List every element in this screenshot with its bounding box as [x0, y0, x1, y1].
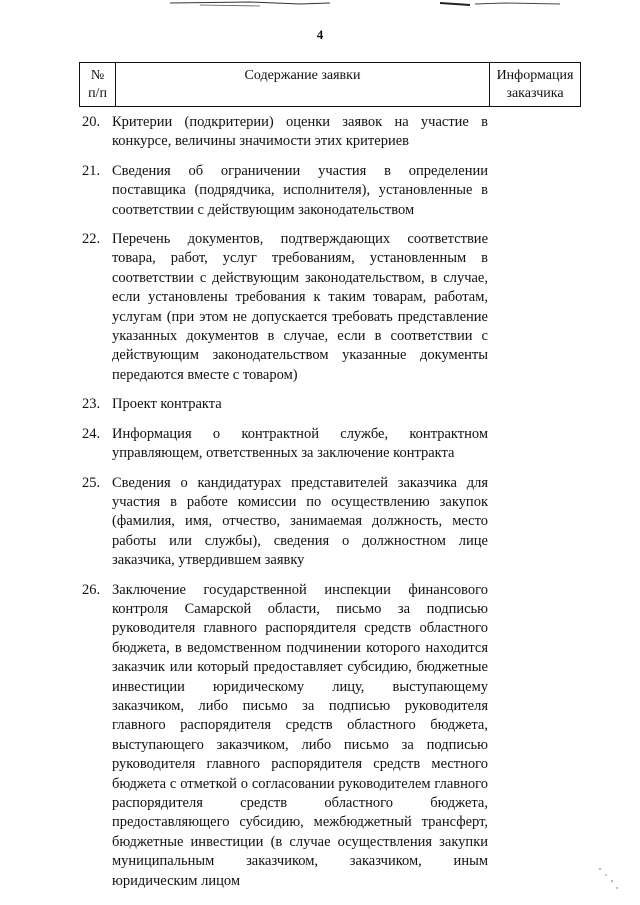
item-number: 24.	[82, 425, 101, 442]
header-content-label: Содержание заявки	[244, 67, 361, 83]
item-text: Проект контракта	[112, 396, 222, 413]
item-number: 21.	[82, 162, 101, 179]
list-item	[82, 581, 488, 892]
item-number: 22.	[82, 231, 101, 248]
header-number-label-line2: п/п	[88, 85, 107, 101]
list-item	[82, 395, 488, 414]
list-item	[82, 162, 488, 220]
list-item	[82, 113, 488, 152]
item-text: Информация о контрактной службе, контрактном управляющем, ответственных за заключение контракта	[112, 425, 488, 462]
header-info-label-line2: заказчика	[506, 85, 564, 101]
item-number: 23.	[82, 396, 101, 413]
header-info-cell	[490, 63, 581, 107]
header-number-label-line1: №	[90, 67, 105, 83]
item-text: Заключение государственной инспекции финансового контроля Самарской области, письмо за подписью руководителя главного распорядителя средств областного бюджета, в ведомственном подчинении которого находится заказчик или который предоставляет субсидию, бюджетные инвестиции юридическому лицу, выступающему заказчиком, либо письмо за подписью руководителя главного распорядителя средств областного бюджета, выступающего заказчиком, либо письмо за подписью руководителя главного распорядителя средств местного бюджета с отметкой о согласовании руководителем главного распорядителя средств областного бюджета, предоставляющего субсидию, межбюджетный трансферт, бюджетные инвестиции (в случае осуществления закупки муниципальным заказчиком, заказчиком, иным юридическим лицом	[112, 581, 488, 889]
item-number: 25.	[82, 474, 101, 491]
header-content-cell	[116, 63, 490, 107]
scan-margin-marks	[592, 863, 622, 893]
requirements-list	[82, 113, 488, 901]
scan-edge-marks	[0, 0, 640, 12]
item-text: Перечень документов, подтверждающих соответствие товара, работ, услуг требованиям, установленным в соответствии с действующим законодательством, в случае, если установлены требования к таким товарам, работам, услугам (при этом не допускается требовать представление указанных документов в случае, если в соответствии с действующим законодательством указанные документы передаются вместе с товаром)	[112, 231, 488, 383]
list-item	[82, 474, 488, 571]
item-number: 20.	[82, 114, 101, 130]
header-number-cell	[80, 63, 116, 107]
page-number: 4	[316, 27, 324, 42]
item-number: 26.	[82, 581, 101, 598]
item-text: Сведения об ограничении участия в определении поставщика (подрядчика, исполнителя), установленные в соответствии с действующим законодательством	[112, 162, 488, 218]
header-info-label-line1: Информация	[496, 67, 574, 83]
list-item	[82, 230, 488, 385]
header-table	[79, 62, 581, 107]
item-text: Сведения о кандидатурах представителей заказчика для участия в работе комиссии по осуществлению закупок (фамилия, имя, отчество, занимаемая должность, место работы или службы), сведения о должностном лице заказчика, утвердившем заявку	[112, 474, 488, 569]
list-item	[82, 425, 488, 464]
item-text: Критерии (подкритерии) оценки заявок на участие в конкурсе, величины значимости этих критериев	[112, 114, 488, 150]
